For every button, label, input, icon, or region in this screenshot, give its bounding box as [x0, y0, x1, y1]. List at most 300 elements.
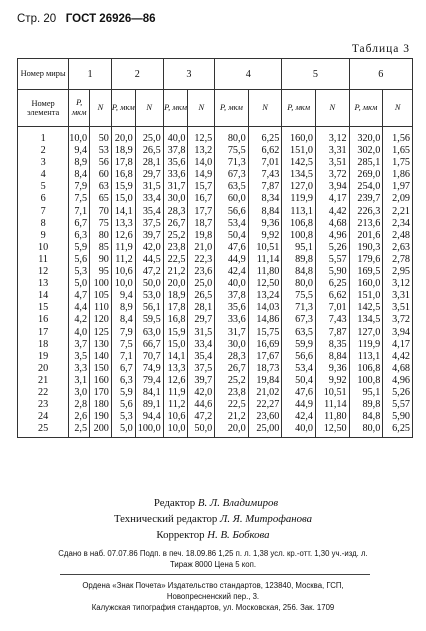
element-number-cell: 24 — [18, 411, 69, 423]
n-value-cell: 22,3 — [188, 254, 215, 266]
mira-number-header: Номер миры — [18, 59, 69, 90]
p-value-cell: 226,3 — [349, 206, 383, 218]
p-value-cell: 42,4 — [282, 411, 316, 423]
table-row — [18, 127, 413, 146]
p-value-cell: 53,4 — [282, 363, 316, 375]
n-value-cell: 12,5 — [188, 127, 215, 146]
n-value-cell: 70 — [90, 206, 112, 218]
p-column-header: P, мкм — [349, 90, 383, 127]
table-row — [18, 169, 413, 181]
table-row — [18, 278, 413, 290]
p-value-cell: 134,5 — [282, 169, 316, 181]
n-value-cell: 10,51 — [248, 242, 282, 254]
table-row — [18, 254, 413, 266]
p-value-cell: 113,1 — [349, 351, 383, 363]
n-value-cell: 6,62 — [315, 290, 349, 302]
p-value-cell: 142,5 — [282, 157, 316, 169]
n-value-cell: 42,0 — [188, 387, 215, 399]
p-value-cell: 15,0 — [163, 339, 188, 351]
p-value-cell: 8,4 — [111, 314, 135, 326]
n-value-cell: 13,2 — [188, 145, 215, 157]
p-value-cell: 16,8 — [163, 314, 188, 326]
p-value-cell: 134,5 — [349, 314, 383, 326]
n-value-cell: 1,65 — [383, 145, 413, 157]
p-value-cell: 95,1 — [282, 242, 316, 254]
p-value-cell: 106,8 — [282, 218, 316, 230]
p-value-cell: 6,7 — [69, 218, 90, 230]
p-value-cell: 71,3 — [282, 302, 316, 314]
p-value-cell: 254,0 — [349, 181, 383, 193]
n-value-cell: 25,0 — [135, 127, 163, 146]
n-value-cell: 37,5 — [188, 363, 215, 375]
p-value-cell: 75,5 — [215, 145, 248, 157]
n-value-cell: 42,0 — [135, 242, 163, 254]
n-value-cell: 39,7 — [188, 375, 215, 387]
tech-editor-line — [0, 511, 426, 527]
n-value-cell: 9,92 — [315, 375, 349, 387]
element-number-cell: 6 — [18, 193, 69, 205]
n-value-cell: 11,14 — [248, 254, 282, 266]
n-value-cell: 1,75 — [383, 157, 413, 169]
n-value-cell: 50,0 — [135, 278, 163, 290]
n-value-cell: 89,1 — [135, 399, 163, 411]
table-body — [18, 127, 413, 438]
n-value-cell: 65 — [90, 193, 112, 205]
n-value-cell: 1,56 — [383, 127, 413, 146]
p-value-cell: 31,7 — [163, 181, 188, 193]
n-value-cell: 18,73 — [248, 363, 282, 375]
element-number-cell: 21 — [18, 375, 69, 387]
element-number-cell: 2 — [18, 145, 69, 157]
n-value-cell: 50,0 — [188, 423, 215, 438]
n-value-cell: 4,17 — [315, 193, 349, 205]
p-value-cell: 7,5 — [111, 339, 135, 351]
n-value-cell: 59,5 — [135, 314, 163, 326]
element-number-cell: 16 — [18, 314, 69, 326]
p-value-cell: 2,8 — [69, 399, 90, 411]
n-value-cell: 100 — [90, 278, 112, 290]
tech-editor-name: Л. Я. Митрофанова — [220, 513, 313, 525]
p-value-cell: 11,2 — [111, 254, 135, 266]
element-number-cell: 3 — [18, 157, 69, 169]
table-row — [18, 411, 413, 423]
p-value-cell: 7,9 — [111, 327, 135, 339]
n-value-cell: 3,12 — [383, 278, 413, 290]
element-number-cell: 17 — [18, 327, 69, 339]
p-value-cell: 8,4 — [69, 169, 90, 181]
n-column-header: N — [135, 90, 163, 127]
p-value-cell: 13,3 — [111, 218, 135, 230]
p-value-cell: 59,9 — [282, 339, 316, 351]
p-value-cell: 26,7 — [163, 218, 188, 230]
p-value-cell: 4,4 — [69, 302, 90, 314]
p-value-cell: 84,8 — [282, 266, 316, 278]
p-value-cell: 4,0 — [69, 327, 90, 339]
p-value-cell: 40,0 — [282, 423, 316, 438]
p-value-cell: 7,5 — [69, 193, 90, 205]
n-value-cell: 80 — [90, 230, 112, 242]
p-value-cell: 8,9 — [69, 157, 90, 169]
p-value-cell: 28,3 — [163, 206, 188, 218]
p-value-cell: 8,9 — [111, 302, 135, 314]
n-value-cell: 19,8 — [188, 230, 215, 242]
table-row — [18, 230, 413, 242]
n-value-cell: 63 — [90, 181, 112, 193]
p-value-cell: 5,6 — [69, 254, 90, 266]
element-number-cell: 4 — [18, 169, 69, 181]
n-value-cell: 8,35 — [315, 339, 349, 351]
n-value-cell: 105 — [90, 290, 112, 302]
p-value-cell: 26,7 — [215, 363, 248, 375]
p-value-cell: 213,6 — [349, 218, 383, 230]
n-value-cell: 50 — [90, 127, 112, 146]
n-value-cell: 33,4 — [188, 339, 215, 351]
table-row — [18, 290, 413, 302]
n-value-cell: 25,00 — [248, 423, 282, 438]
n-value-cell: 18,7 — [188, 218, 215, 230]
n-value-cell: 11,80 — [248, 266, 282, 278]
p-value-cell: 53,4 — [215, 218, 248, 230]
n-value-cell: 26,5 — [135, 145, 163, 157]
n-value-cell: 3,94 — [383, 327, 413, 339]
n-value-cell: 3,51 — [383, 302, 413, 314]
n-value-cell: 15,7 — [188, 181, 215, 193]
p-value-cell: 20,0 — [111, 127, 135, 146]
n-value-cell: 14,86 — [248, 314, 282, 326]
table-row — [18, 242, 413, 254]
p-column-header: P, мкм — [163, 90, 188, 127]
p-value-cell: 56,6 — [282, 351, 316, 363]
p-value-cell: 17,8 — [111, 157, 135, 169]
n-value-cell: 6,62 — [248, 145, 282, 157]
p-value-cell: 16,8 — [111, 169, 135, 181]
n-value-cell: 3,72 — [383, 314, 413, 326]
table-row — [18, 157, 413, 169]
p-value-cell: 21,2 — [215, 411, 248, 423]
n-value-cell: 4,68 — [383, 363, 413, 375]
n-value-cell: 10,51 — [315, 387, 349, 399]
n-value-cell: 28,1 — [188, 302, 215, 314]
p-value-cell: 113,1 — [282, 206, 316, 218]
n-value-cell: 53 — [90, 145, 112, 157]
n-value-cell: 29,7 — [188, 314, 215, 326]
n-value-cell: 19,84 — [248, 375, 282, 387]
n-value-cell: 21,02 — [248, 387, 282, 399]
p-value-cell: 119,9 — [282, 193, 316, 205]
tech-editor-label: Технический редактор — [113, 513, 218, 525]
p-value-cell: 22,5 — [163, 254, 188, 266]
n-value-cell: 7,43 — [248, 169, 282, 181]
n-value-cell: 5,26 — [383, 387, 413, 399]
p-value-cell: 25,2 — [215, 375, 248, 387]
n-value-cell: 47,2 — [135, 266, 163, 278]
n-value-cell: 7,01 — [315, 302, 349, 314]
element-number-cell: 1 — [18, 127, 69, 146]
element-number-cell: 9 — [18, 230, 69, 242]
n-value-cell: 31,5 — [135, 181, 163, 193]
n-value-cell: 16,69 — [248, 339, 282, 351]
p-value-cell: 37,8 — [215, 290, 248, 302]
p-value-cell: 2,6 — [69, 411, 90, 423]
n-value-cell: 28,1 — [135, 157, 163, 169]
element-number-cell: 22 — [18, 387, 69, 399]
n-value-cell: 53,0 — [135, 290, 163, 302]
element-number-cell: 14 — [18, 290, 69, 302]
p-value-cell: 10,0 — [163, 423, 188, 438]
n-value-cell: 6,25 — [315, 278, 349, 290]
n-value-cell: 39,7 — [135, 230, 163, 242]
p-value-cell: 35,6 — [163, 157, 188, 169]
p-value-cell: 285,1 — [349, 157, 383, 169]
table-row — [18, 206, 413, 218]
n-column-header: N — [315, 90, 349, 127]
p-value-cell: 5,9 — [69, 242, 90, 254]
element-number-cell: 20 — [18, 363, 69, 375]
p-value-cell: 11,9 — [163, 387, 188, 399]
p-value-cell: 269,0 — [349, 169, 383, 181]
table-row — [18, 339, 413, 351]
p-value-cell: 50,4 — [215, 230, 248, 242]
p-value-cell: 3,5 — [69, 351, 90, 363]
element-number-cell: 5 — [18, 181, 69, 193]
editor-name: В. Л. Владимиров — [197, 497, 279, 509]
element-number-cell: 7 — [18, 206, 69, 218]
p-value-cell: 15,9 — [163, 327, 188, 339]
n-value-cell: 8,34 — [248, 193, 282, 205]
p-value-cell: 47,6 — [282, 387, 316, 399]
p-value-cell: 17,8 — [163, 302, 188, 314]
p-value-cell: 22,5 — [215, 399, 248, 411]
table-row — [18, 351, 413, 363]
n-value-cell: 56 — [90, 157, 112, 169]
n-value-cell: 7,01 — [248, 157, 282, 169]
p-value-cell: 5,3 — [111, 411, 135, 423]
n-value-cell: 4,96 — [315, 230, 349, 242]
table-row — [18, 314, 413, 326]
p-value-cell: 18,9 — [111, 145, 135, 157]
p-value-cell: 5,9 — [111, 387, 135, 399]
p-value-cell: 320,0 — [349, 127, 383, 146]
n-value-cell: 170 — [90, 387, 112, 399]
n-value-cell: 2,78 — [383, 254, 413, 266]
n-value-cell: 35,4 — [135, 206, 163, 218]
n-value-cell: 9,36 — [315, 363, 349, 375]
n-value-cell: 35,4 — [188, 351, 215, 363]
p-value-cell: 67,3 — [215, 169, 248, 181]
n-value-cell: 33,4 — [135, 193, 163, 205]
n-value-cell: 120 — [90, 314, 112, 326]
n-value-cell: 31,5 — [188, 327, 215, 339]
n-value-cell: 44,6 — [188, 399, 215, 411]
n-value-cell: 8,84 — [248, 206, 282, 218]
n-value-cell: 100,0 — [135, 423, 163, 438]
table-row — [18, 423, 413, 438]
p-value-cell: 44,9 — [215, 254, 248, 266]
n-value-cell: 66,7 — [135, 339, 163, 351]
mira-header: 1 — [69, 59, 112, 90]
p-value-cell: 11,9 — [111, 242, 135, 254]
n-value-cell: 12,50 — [315, 423, 349, 438]
n-value-cell: 79,4 — [135, 375, 163, 387]
n-value-cell: 74,9 — [135, 363, 163, 375]
n-value-cell: 7,87 — [248, 181, 282, 193]
p-value-cell: 56,6 — [215, 206, 248, 218]
p-value-cell: 201,6 — [349, 230, 383, 242]
n-value-cell: 85 — [90, 242, 112, 254]
p-value-cell: 4,7 — [69, 290, 90, 302]
p-value-cell: 6,3 — [69, 230, 90, 242]
n-column-header: N — [383, 90, 413, 127]
n-value-cell: 23,60 — [248, 411, 282, 423]
n-column-header: N — [188, 90, 215, 127]
n-value-cell: 11,80 — [315, 411, 349, 423]
p-value-cell: 9,4 — [111, 290, 135, 302]
p-value-cell: 10,0 — [111, 278, 135, 290]
table-row — [18, 218, 413, 230]
p-value-cell: 10,6 — [111, 266, 135, 278]
table-row — [18, 302, 413, 314]
n-value-cell: 11,14 — [315, 399, 349, 411]
p-value-cell: 30,0 — [215, 339, 248, 351]
standard-code: ГОСТ 26926—86 — [65, 13, 156, 25]
n-value-cell: 2,34 — [383, 218, 413, 230]
p-value-cell: 80,0 — [349, 423, 383, 438]
printer-line: Новопресненский пер., 3. — [166, 592, 260, 601]
p-value-cell: 67,3 — [282, 314, 316, 326]
n-value-cell: 21,0 — [188, 242, 215, 254]
n-value-cell: 160 — [90, 375, 112, 387]
n-value-cell: 14,0 — [188, 157, 215, 169]
p-value-cell: 20,0 — [215, 423, 248, 438]
p-value-cell: 100,8 — [349, 375, 383, 387]
p-value-cell: 5,0 — [111, 423, 135, 438]
n-value-cell: 3,12 — [315, 127, 349, 146]
p-value-cell: 50,4 — [282, 375, 316, 387]
n-value-cell: 4,68 — [315, 218, 349, 230]
n-value-cell: 3,94 — [315, 181, 349, 193]
table-row — [18, 266, 413, 278]
page-header — [17, 13, 156, 25]
mira-header: 2 — [111, 59, 163, 90]
corrector-label: Корректор — [156, 529, 205, 541]
mira-header: 6 — [349, 59, 412, 90]
n-value-cell: 63,0 — [135, 327, 163, 339]
p-value-cell: 31,7 — [215, 327, 248, 339]
n-value-cell: 17,7 — [188, 206, 215, 218]
p-value-cell: 40,0 — [163, 127, 188, 146]
p-value-cell: 42,4 — [215, 266, 248, 278]
n-value-cell: 70,7 — [135, 351, 163, 363]
p-value-cell: 179,6 — [349, 254, 383, 266]
p-value-cell: 5,0 — [69, 278, 90, 290]
element-number-cell: 18 — [18, 339, 69, 351]
p-value-cell: 80,0 — [282, 278, 316, 290]
imprint-line: Тираж 8000 Цена 5 коп. — [170, 560, 256, 569]
n-column-header: N — [90, 90, 112, 127]
divider — [60, 574, 370, 575]
table-title: Таблица 3 — [351, 43, 410, 55]
p-value-cell: 33,6 — [163, 169, 188, 181]
p-column-header: P, мкм — [215, 90, 248, 127]
n-value-cell: 17,67 — [248, 351, 282, 363]
p-value-cell: 7,1 — [111, 351, 135, 363]
mira-header: 5 — [282, 59, 349, 90]
n-value-cell: 9,36 — [248, 218, 282, 230]
n-value-cell: 7,87 — [315, 327, 349, 339]
p-value-cell: 47,6 — [215, 242, 248, 254]
p-value-cell: 63,5 — [215, 181, 248, 193]
table-row — [18, 193, 413, 205]
corrector-line — [0, 527, 426, 543]
n-value-cell: 5,90 — [315, 266, 349, 278]
n-value-cell: 6,25 — [383, 423, 413, 438]
p-value-cell: 151,0 — [282, 145, 316, 157]
p-value-cell: 84,8 — [349, 411, 383, 423]
p-column-header: P, мкм — [111, 90, 135, 127]
n-value-cell: 2,95 — [383, 266, 413, 278]
p-value-cell: 60,0 — [215, 193, 248, 205]
n-column-header: N — [248, 90, 282, 127]
table-row — [18, 181, 413, 193]
n-value-cell: 1,97 — [383, 181, 413, 193]
p-value-cell: 169,5 — [349, 266, 383, 278]
n-value-cell: 5,57 — [315, 254, 349, 266]
p-value-cell: 75,5 — [282, 290, 316, 302]
n-value-cell: 200 — [90, 423, 112, 438]
p-value-cell: 127,0 — [349, 327, 383, 339]
n-value-cell: 5,26 — [315, 242, 349, 254]
element-number-cell: 13 — [18, 278, 69, 290]
n-value-cell: 130 — [90, 339, 112, 351]
p-value-cell: 30,0 — [163, 193, 188, 205]
mira-header: 3 — [163, 59, 215, 90]
p-value-cell: 302,0 — [349, 145, 383, 157]
p-value-cell: 10,6 — [163, 411, 188, 423]
element-number-cell: 11 — [18, 254, 69, 266]
p-value-cell: 3,3 — [69, 363, 90, 375]
n-value-cell: 44,5 — [135, 254, 163, 266]
n-value-cell: 56,1 — [135, 302, 163, 314]
n-value-cell: 180 — [90, 399, 112, 411]
p-value-cell: 12,6 — [111, 230, 135, 242]
mira-header: 4 — [215, 59, 282, 90]
n-value-cell: 84,1 — [135, 387, 163, 399]
data-table — [17, 58, 413, 438]
n-value-cell: 7,43 — [315, 314, 349, 326]
p-value-cell: 35,6 — [215, 302, 248, 314]
p-value-cell: 6,7 — [111, 363, 135, 375]
p-value-cell: 33,6 — [215, 314, 248, 326]
p-value-cell: 190,3 — [349, 242, 383, 254]
p-column-header: P, мкм — [69, 90, 90, 127]
element-number-cell: 8 — [18, 218, 69, 230]
n-value-cell: 25,0 — [188, 278, 215, 290]
imprint-line: Сдано в наб. 07.07.86 Подп. в печ. 18.09.86 1,25 п. л. 1,38 усл. кр.-отт. 1,30 уч.-изд. л. — [58, 549, 368, 558]
printer-info — [0, 580, 426, 613]
element-number-cell: 19 — [18, 351, 69, 363]
p-value-cell: 3,7 — [69, 339, 90, 351]
n-value-cell: 4,42 — [315, 206, 349, 218]
n-value-cell: 4,42 — [383, 351, 413, 363]
n-value-cell: 29,7 — [135, 169, 163, 181]
n-value-cell: 3,51 — [315, 157, 349, 169]
p-value-cell: 11,2 — [163, 399, 188, 411]
p-value-cell: 151,0 — [349, 290, 383, 302]
element-number-cell: 12 — [18, 266, 69, 278]
p-value-cell: 3,0 — [69, 387, 90, 399]
p-value-cell: 23,8 — [163, 242, 188, 254]
p-value-cell: 28,3 — [215, 351, 248, 363]
